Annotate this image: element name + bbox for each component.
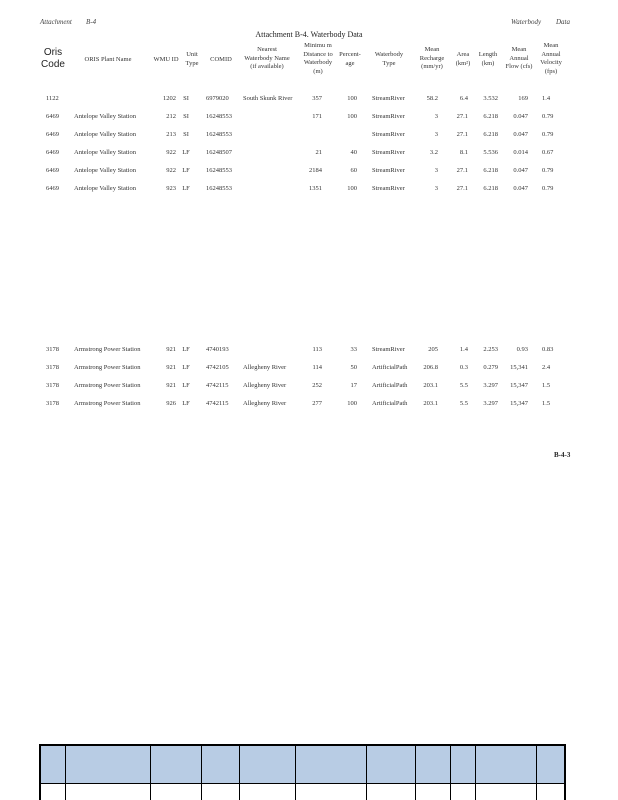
col-head-line: Distance to bbox=[303, 50, 333, 58]
cell-waterbody: Allegheny River bbox=[243, 382, 287, 389]
cell-wmu-id: 926 bbox=[166, 400, 176, 407]
table-row bbox=[0, 95, 618, 105]
cell-recharge: 3 bbox=[434, 185, 438, 192]
cell-recharge: 3.2 bbox=[429, 149, 438, 156]
cell-area: 27.1 bbox=[456, 113, 468, 120]
cell-oris-code: 6469 bbox=[46, 167, 59, 174]
col-head-line: Recharge bbox=[419, 54, 445, 62]
cell-plant-name: Antelope Valley Station bbox=[74, 131, 136, 138]
cell-percentage: 100 bbox=[347, 185, 357, 192]
cell-velocity: 0.67 bbox=[542, 149, 554, 156]
table-column-divider bbox=[536, 746, 537, 800]
cell-comid: 6979020 bbox=[206, 95, 229, 102]
col-head-line: Annual bbox=[509, 54, 529, 62]
cell-unit-type: SI bbox=[183, 113, 189, 120]
col-head-line: (fps) bbox=[544, 67, 558, 75]
page-number: B-4-3 bbox=[554, 451, 571, 459]
cell-percentage: 40 bbox=[350, 149, 357, 156]
running-header-code: B-4 bbox=[86, 18, 97, 26]
cell-comid: 16248553 bbox=[206, 113, 232, 120]
cell-length: 6.218 bbox=[483, 113, 498, 120]
cell-percentage: 33 bbox=[350, 346, 357, 353]
cell-distance: 114 bbox=[312, 364, 322, 371]
cell-wmu-id: 1202 bbox=[163, 95, 176, 102]
cell-velocity: 0.79 bbox=[542, 167, 554, 174]
col-head-mean-flow bbox=[502, 46, 536, 72]
table-column-divider bbox=[239, 746, 240, 800]
cell-oris-code: 3178 bbox=[46, 364, 59, 371]
cell-velocity: 0.83 bbox=[542, 346, 554, 353]
cell-wmu-id: 213 bbox=[166, 131, 176, 138]
cell-mean-flow: 0.014 bbox=[513, 149, 528, 156]
cell-area: 5.5 bbox=[459, 400, 468, 407]
col-head-area bbox=[451, 51, 475, 68]
cell-plant-name: Armstrong Power Station bbox=[74, 364, 141, 371]
cell-area: 0.3 bbox=[459, 364, 468, 371]
running-header-label: Attachment bbox=[40, 18, 72, 26]
cell-percentage: 100 bbox=[347, 95, 357, 102]
cell-waterbody-type: StreamRiver bbox=[372, 185, 405, 192]
table-column-divider bbox=[415, 746, 416, 800]
cell-wmu-id: 212 bbox=[166, 113, 176, 120]
cell-velocity: 1.4 bbox=[542, 95, 551, 102]
cell-mean-flow: 0.047 bbox=[513, 131, 528, 138]
cell-length: 3.297 bbox=[483, 382, 498, 389]
col-head-line: Type bbox=[185, 59, 199, 67]
empty-table-header-row bbox=[41, 746, 564, 784]
cell-length: 3.532 bbox=[483, 95, 498, 102]
cell-mean-flow: 169 bbox=[518, 95, 528, 102]
cell-plant-name: Armstrong Power Station bbox=[74, 382, 141, 389]
table-column-divider bbox=[295, 746, 296, 800]
cell-area: 27.1 bbox=[456, 167, 468, 174]
cell-comid: 16248553 bbox=[206, 185, 232, 192]
table-column-divider bbox=[150, 746, 151, 800]
cell-distance: 171 bbox=[312, 113, 322, 120]
col-head-line: Waterbody bbox=[303, 59, 333, 66]
cell-recharge: 205 bbox=[428, 346, 438, 353]
cell-plant-name: Antelope Valley Station bbox=[74, 185, 136, 192]
cell-distance: 252 bbox=[312, 382, 322, 389]
cell-distance: 21 bbox=[315, 149, 322, 156]
table-row bbox=[0, 131, 618, 141]
col-head-line: Waterbody bbox=[374, 51, 404, 58]
cell-oris-code: 1122 bbox=[46, 95, 59, 102]
cell-length: 2.253 bbox=[483, 346, 498, 353]
cell-area: 6.4 bbox=[459, 95, 468, 102]
cell-length: 6.218 bbox=[483, 167, 498, 174]
cell-waterbody-type: ArtificialPath bbox=[372, 364, 408, 371]
col-head-recharge bbox=[414, 46, 450, 72]
empty-table-frame bbox=[39, 744, 566, 800]
table-row bbox=[0, 185, 618, 195]
table-row bbox=[0, 382, 618, 392]
cell-mean-flow: 0.047 bbox=[513, 113, 528, 120]
cell-area: 27.1 bbox=[456, 185, 468, 192]
running-header-section-2: Data bbox=[556, 18, 570, 26]
cell-waterbody-type: StreamRiver bbox=[372, 95, 405, 102]
cell-plant-name: Antelope Valley Station bbox=[74, 113, 136, 120]
col-head-line: Unit bbox=[186, 51, 198, 58]
cell-comid: 4742115 bbox=[206, 400, 229, 407]
table-row bbox=[0, 149, 618, 159]
col-head-line: Type bbox=[382, 59, 396, 67]
cell-unit-type: LF bbox=[182, 149, 190, 156]
cell-comid: 16248507 bbox=[206, 149, 232, 156]
table-column-divider bbox=[366, 746, 367, 800]
cell-mean-flow: 15,347 bbox=[510, 400, 528, 407]
cell-unit-type: LF bbox=[182, 167, 190, 174]
cell-percentage: 60 bbox=[350, 167, 357, 174]
cell-recharge: 203.1 bbox=[423, 400, 438, 407]
cell-unit-type: LF bbox=[182, 185, 190, 192]
col-head-line: Nearest bbox=[257, 46, 277, 53]
cell-velocity: 1.5 bbox=[542, 382, 551, 389]
table-row bbox=[0, 364, 618, 374]
table-row bbox=[0, 167, 618, 177]
cell-waterbody-type: ArtificialPath bbox=[372, 382, 408, 389]
cell-length: 0.279 bbox=[483, 364, 498, 371]
cell-oris-code: 3178 bbox=[46, 400, 59, 407]
col-head-length bbox=[474, 51, 502, 68]
cell-recharge: 3 bbox=[434, 167, 438, 174]
cell-waterbody: Allegheny River bbox=[243, 364, 287, 371]
cell-comid: 4742115 bbox=[206, 382, 229, 389]
cell-mean-flow: 0.047 bbox=[513, 167, 528, 174]
col-head-line: Annual bbox=[541, 50, 561, 58]
cell-waterbody-type: StreamRiver bbox=[372, 149, 405, 156]
cell-length: 3.297 bbox=[483, 400, 498, 407]
cell-percentage: 100 bbox=[347, 113, 357, 120]
cell-waterbody: South Skunk River bbox=[243, 95, 293, 102]
cell-waterbody-type: StreamRiver bbox=[372, 131, 405, 138]
col-head-oris-code bbox=[38, 47, 68, 71]
cell-unit-type: LF bbox=[182, 382, 190, 389]
cell-plant-name: Antelope Valley Station bbox=[74, 167, 136, 174]
col-head-line: Mean bbox=[424, 46, 440, 53]
running-header-section: Waterbody bbox=[511, 18, 542, 26]
cell-distance: 2184 bbox=[309, 167, 322, 174]
col-head-line: (km) bbox=[481, 59, 495, 67]
cell-percentage: 17 bbox=[350, 382, 357, 389]
cell-oris-code: 6469 bbox=[46, 113, 59, 120]
cell-waterbody-type: StreamRiver bbox=[372, 113, 405, 120]
cell-waterbody-type: StreamRiver bbox=[372, 167, 405, 174]
cell-waterbody-type: ArtificialPath bbox=[372, 400, 408, 407]
cell-comid: 16248553 bbox=[206, 167, 232, 174]
cell-oris-code: 6469 bbox=[46, 149, 59, 156]
col-head-line: Percent- bbox=[339, 51, 361, 58]
col-head-wmu-id: WMU ID bbox=[153, 56, 179, 63]
cell-length: 6.218 bbox=[483, 185, 498, 192]
cell-wmu-id: 922 bbox=[166, 167, 176, 174]
col-head-line: Flow (cfs) bbox=[505, 63, 533, 70]
cell-oris-code: 6469 bbox=[46, 131, 59, 138]
table-row bbox=[0, 346, 618, 356]
col-head-line: Code bbox=[41, 59, 65, 70]
cell-mean-flow: 15,341 bbox=[510, 364, 528, 371]
table-column-divider bbox=[475, 746, 476, 800]
cell-recharge: 3 bbox=[434, 113, 438, 120]
cell-unit-type: LF bbox=[182, 346, 190, 353]
cell-plant-name: Armstrong Power Station bbox=[74, 346, 141, 353]
cell-velocity: 1.5 bbox=[542, 400, 551, 407]
col-head-line: Velocity bbox=[540, 59, 562, 66]
col-head-line: (mm/yr) bbox=[421, 63, 443, 70]
col-head-line: (if available) bbox=[250, 63, 284, 70]
cell-comid: 16248553 bbox=[206, 131, 232, 138]
col-head-line: Oris bbox=[43, 47, 63, 58]
col-head-unit-type bbox=[182, 51, 202, 68]
cell-length: 5.536 bbox=[483, 149, 498, 156]
table-column-divider bbox=[450, 746, 451, 800]
cell-wmu-id: 921 bbox=[166, 346, 176, 353]
cell-plant-name: Antelope Valley Station bbox=[74, 149, 136, 156]
cell-velocity: 2.4 bbox=[542, 364, 551, 371]
cell-wmu-id: 922 bbox=[166, 149, 176, 156]
col-head-line: (m) bbox=[313, 67, 323, 75]
col-head-distance bbox=[296, 42, 340, 76]
col-head-plant-name: ORIS Plant Name bbox=[84, 56, 132, 63]
table-title: Attachment B-4. Waterbody Data bbox=[255, 30, 363, 39]
cell-area: 1.4 bbox=[459, 346, 468, 353]
cell-percentage: 100 bbox=[347, 400, 357, 407]
cell-unit-type: LF bbox=[182, 364, 190, 371]
cell-percentage: 50 bbox=[350, 364, 357, 371]
cell-comid: 4742105 bbox=[206, 364, 229, 371]
cell-distance: 1351 bbox=[309, 185, 322, 192]
cell-waterbody: Allegheny River bbox=[243, 400, 287, 407]
col-head-line: Mean bbox=[511, 46, 527, 53]
table-column-divider bbox=[65, 746, 66, 800]
cell-wmu-id: 921 bbox=[166, 382, 176, 389]
table-row bbox=[0, 400, 618, 410]
col-head-comid: COMID bbox=[210, 56, 232, 63]
col-head-line: Minimu m bbox=[304, 42, 332, 49]
cell-wmu-id: 921 bbox=[166, 364, 176, 371]
cell-plant-name: Armstrong Power Station bbox=[74, 400, 141, 407]
col-head-waterbody-type bbox=[366, 51, 412, 68]
cell-unit-type: SI bbox=[183, 95, 189, 102]
table-row bbox=[0, 113, 618, 123]
cell-unit-type: SI bbox=[183, 131, 189, 138]
cell-velocity: 0.79 bbox=[542, 113, 554, 120]
cell-area: 8.1 bbox=[459, 149, 468, 156]
col-head-line: Waterbody Name bbox=[244, 54, 290, 62]
cell-distance: 113 bbox=[312, 346, 322, 353]
cell-distance: 277 bbox=[312, 400, 322, 407]
cell-comid: 4740193 bbox=[206, 346, 229, 353]
cell-oris-code: 3178 bbox=[46, 346, 59, 353]
cell-length: 6.218 bbox=[483, 131, 498, 138]
cell-area: 5.5 bbox=[459, 382, 468, 389]
cell-mean-flow: 0.047 bbox=[513, 185, 528, 192]
col-head-line: age bbox=[345, 59, 355, 67]
col-head-nearest-waterbody bbox=[238, 46, 296, 72]
cell-wmu-id: 923 bbox=[166, 185, 176, 192]
cell-area: 27.1 bbox=[456, 131, 468, 138]
cell-recharge: 206.8 bbox=[423, 364, 438, 371]
col-head-velocity bbox=[536, 42, 566, 76]
cell-velocity: 0.79 bbox=[542, 131, 554, 138]
cell-unit-type: LF bbox=[182, 400, 190, 407]
cell-mean-flow: 15,347 bbox=[510, 382, 528, 389]
col-head-line: (km²) bbox=[455, 59, 471, 67]
cell-oris-code: 3178 bbox=[46, 382, 59, 389]
cell-recharge: 58.2 bbox=[426, 95, 438, 102]
col-head-percentage bbox=[336, 51, 364, 68]
cell-mean-flow: 0.93 bbox=[516, 346, 528, 353]
table-column-divider bbox=[201, 746, 202, 800]
col-head-line: Mean bbox=[543, 42, 559, 49]
cell-oris-code: 6469 bbox=[46, 185, 59, 192]
cell-velocity: 0.79 bbox=[542, 185, 554, 192]
col-head-line: Area bbox=[456, 51, 470, 58]
cell-waterbody-type: StreamRiver bbox=[372, 346, 405, 353]
cell-recharge: 3 bbox=[434, 131, 438, 138]
cell-recharge: 203.1 bbox=[423, 382, 438, 389]
col-head-line: Length bbox=[478, 51, 498, 58]
cell-distance: 357 bbox=[312, 95, 322, 102]
